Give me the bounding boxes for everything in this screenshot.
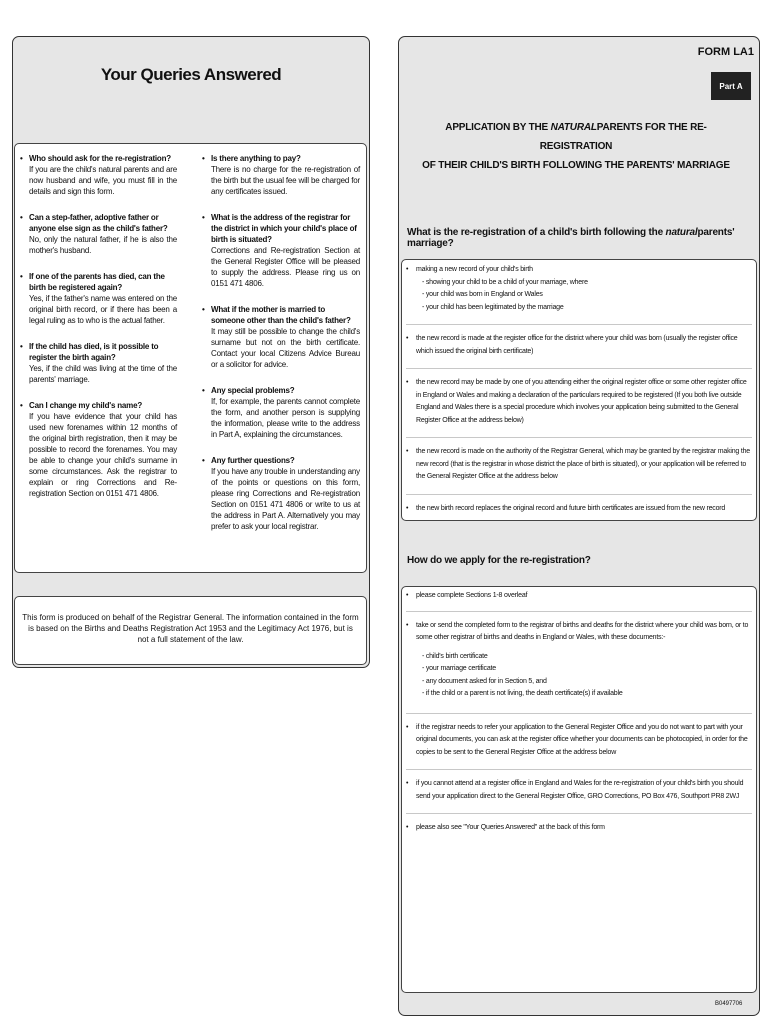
list-point [406, 503, 752, 516]
title-natural: NATURAL [550, 122, 597, 133]
bullet-icon: • [20, 213, 23, 222]
bullet-icon: • [202, 386, 205, 395]
sub-item: - any document asked for in Section 5, and [422, 677, 547, 685]
faq-question-text: What is the address of the registrar for the district in which your child's place of birth is situated? [211, 213, 357, 244]
bullet-icon: • [406, 335, 409, 342]
faq-answer: Yes, if the child was living at the time of the parents' marriage. [29, 364, 177, 384]
bullet-icon: • [406, 621, 409, 629]
faq-question-text: Can a step-father, adoptive father or anyone else sign as the child's father? [29, 213, 168, 233]
page-title: Your Queries Answered [100, 65, 282, 84]
list-point [406, 377, 752, 427]
part-badge: Part A [711, 72, 751, 100]
bullet-icon: • [406, 592, 409, 599]
list-point-text: the new birth record replaces the original record and future birth certificates are issued from the new record [416, 504, 726, 512]
faq-item [202, 304, 360, 370]
sub-list [406, 651, 752, 701]
faq-answer: Yes, if the father's name was entered on the original birth record, or if there has been a legal ruling as to who is the actual father. [29, 294, 177, 325]
divider-line [406, 494, 752, 495]
faq-question [20, 400, 177, 411]
bullet-icon: • [20, 154, 23, 163]
bullet-icon: • [202, 154, 205, 163]
divider-line [406, 813, 752, 814]
list-item [406, 620, 752, 701]
divider-line [406, 368, 752, 369]
list-point-text: if you cannot attend at a register office in England and Wales for the re-registration of your child's birth you should send your application direct to the General Register Office, GRO Corrections, PO Box 476, Southport PR8 2WJ [416, 780, 744, 800]
faq-answer: There is no charge for the re-registration of the birth but the usual fee will be charged for any certificates issued. [211, 165, 360, 196]
faq-question [202, 455, 360, 466]
what-pre: What is the re-registration of a child's birth following the [407, 227, 666, 238]
faq-item [20, 153, 177, 197]
faq-item [20, 212, 177, 256]
what-post: parents' marriage? [407, 227, 735, 249]
bullet-icon: • [202, 456, 205, 465]
title-post: PARENTS FOR THE RE-REGISTRATION [539, 122, 707, 152]
bullet-icon: • [406, 266, 409, 273]
bullet-icon: • [406, 824, 409, 831]
list-point [406, 822, 752, 835]
queries-column-1 [20, 153, 177, 514]
faq-question [20, 341, 177, 363]
application-title [418, 118, 734, 175]
bullet-icon: • [20, 342, 23, 351]
bullet-icon: • [20, 272, 23, 281]
list-point-text: the new record may be made by one of you attending either the original register office or some other register office in England or Wales and making a declaration of the particulars required to be registered (If you both live outside England and Wales there is a special procedure which involves your application being submitted to the General Register Office at the address below) [416, 379, 747, 424]
faq-item [20, 341, 177, 385]
list-point-text: making a new record of your child's birth [416, 266, 533, 273]
bullet-icon: • [406, 379, 409, 386]
title-line2: OF THEIR CHILD'S BIRTH FOLLOWING THE PARENTS' MARRIAGE [422, 160, 730, 171]
faq-answer: If you have evidence that your child has used new forenames within 12 months of the original birth registration, then it may be possible to record the forenames. You may be able to change your child's surname in some circumstances. Ask the registrar to explain or ring Corrections and Re-registration Section on 0151 471 4806. [29, 412, 177, 498]
how-heading: How do we apply for the re-registration? [407, 555, 591, 566]
bullet-icon: • [406, 723, 409, 731]
list-point-text: the new record is made at the register office for the district where your child was born (usually the register office which issued the original birth certificate) [416, 335, 738, 355]
bullet-icon: • [202, 305, 205, 314]
what-list [406, 264, 752, 515]
sub-item: - child's birth certificate [422, 652, 488, 660]
faq-question [20, 212, 177, 234]
faq-answer: If you have any trouble in understanding any of the points or questions on this form, please ring Corrections and Re-registration Section on 0151 471 4806 or write to us at the address in Part A. Alternatively you may prefer to ask your local registrar. [211, 467, 360, 531]
list-point [406, 264, 752, 277]
faq-item [20, 400, 177, 499]
what-heading [407, 227, 770, 249]
sub-item: - your child was born in England or Wales [422, 291, 543, 298]
bullet-icon: • [202, 213, 205, 222]
form-code: FORM LA1 [697, 46, 754, 58]
divider-line [406, 437, 752, 438]
faq-question-text: If the child has died, is it possible to register the birth again? [29, 342, 159, 362]
faq-question-text: Who should ask for the re-registration? [29, 154, 171, 163]
faq-question [20, 153, 177, 164]
faq-item [20, 271, 177, 326]
faq-question [202, 385, 360, 396]
faq-item [202, 455, 360, 532]
faq-answer: If you are the child's natural parents and are now husband and wife, you must fill in the details and sign this form. [29, 165, 177, 196]
bullet-icon: • [406, 448, 409, 455]
list-point [406, 590, 752, 603]
list-point [406, 778, 752, 803]
list-point [406, 722, 752, 760]
bullet-icon: • [406, 780, 409, 787]
faq-question-text: If one of the parents has died, can the birth be registered again? [29, 272, 165, 292]
list-item [406, 822, 752, 835]
divider-line [406, 769, 752, 770]
info-text: This form is produced on behalf of the Registrar General. The information contained in the form is based on the Births and Deaths Registration Act 1953 and the Legitimacy Act 1976, but is not a full statement of the law. [22, 613, 359, 644]
faq-question-text: Any special problems? [211, 386, 295, 395]
faq-answer: If, for example, the parents cannot complete the form, and another person is supplying the information, please write to the address in Part A, explaining the circumstances. [211, 397, 360, 439]
what-natural: natural [665, 227, 698, 238]
faq-answer: Corrections and Re-registration Section at the General Register Office will be pleased to supply the address. Please ring us on 0151 471 4806. [211, 246, 360, 288]
sub-item: - your child has been legitimated by the marriage [422, 303, 564, 311]
title-pre: APPLICATION BY THE [445, 122, 551, 133]
list-item [406, 377, 752, 427]
list-point [406, 333, 752, 358]
list-point-text: the new record is made on the authority of the Registrar General, which may be granted by the registrar making the new record (that is the registrar in whose district the place of birth is situated), or your application will be referred to the General Register Office at the address below [416, 448, 750, 480]
list-item [406, 778, 752, 803]
faq-question [202, 153, 360, 164]
divider-line [406, 611, 752, 612]
bullet-icon: • [20, 401, 23, 410]
faq-question-text: Can I change my child's name? [29, 401, 143, 410]
faq-question [202, 212, 360, 245]
faq-question [202, 304, 360, 326]
sub-item: - if the child or a parent is not living, the death certificate(s) if available [422, 690, 623, 697]
list-item [406, 722, 752, 760]
faq-question [20, 271, 177, 293]
faq-item [202, 153, 360, 197]
faq-question-text: Any further questions? [211, 456, 295, 465]
sub-item: - your marriage certificate [422, 665, 496, 672]
list-point-text: take or send the completed form to the registrar of births and deaths for the district where your child was born, or to some other registrar of births and deaths in England or Wales, with these documents:- [416, 621, 749, 641]
faq-question-text: Is there anything to pay? [211, 154, 301, 163]
list-item [406, 446, 752, 484]
list-point [406, 446, 752, 484]
list-point-text: please complete Sections 1-8 overleaf [416, 592, 528, 599]
faq-answer: No, only the natural father, if he is also the mother's husband. [29, 235, 177, 255]
list-item [406, 264, 752, 314]
list-item [406, 590, 752, 603]
bullet-icon: • [406, 504, 409, 512]
list-point-text: if the registrar needs to refer your application to the General Register Office and you do not want to part with your original documents, you can ask at the register office whether your documents can be photocopied, in order for the copies to be sent to the General Register Office at the address below [416, 723, 748, 756]
queries-column-2 [202, 153, 360, 547]
faq-item [202, 212, 360, 289]
divider-line [406, 713, 752, 714]
list-item [406, 333, 752, 358]
list-item [406, 503, 752, 516]
form-reference: B0497706 [715, 1001, 743, 1007]
sub-item: - showing your child to be a child of your marriage, where [422, 278, 588, 286]
how-list [406, 590, 752, 835]
divider-line [406, 324, 752, 325]
list-point-text: please also see "Your Queries Answered" at the back of this form [416, 824, 605, 831]
faq-answer: It may still be possible to change the child's surname but not on the birth certificate. Contact your local Citizens Advice Bureau or a solicitor for advice. [211, 327, 360, 369]
faq-question-text: What if the mother is married to someone other than the child's father? [211, 305, 351, 325]
sub-list [406, 277, 752, 315]
faq-item [202, 385, 360, 440]
list-point [406, 620, 752, 645]
